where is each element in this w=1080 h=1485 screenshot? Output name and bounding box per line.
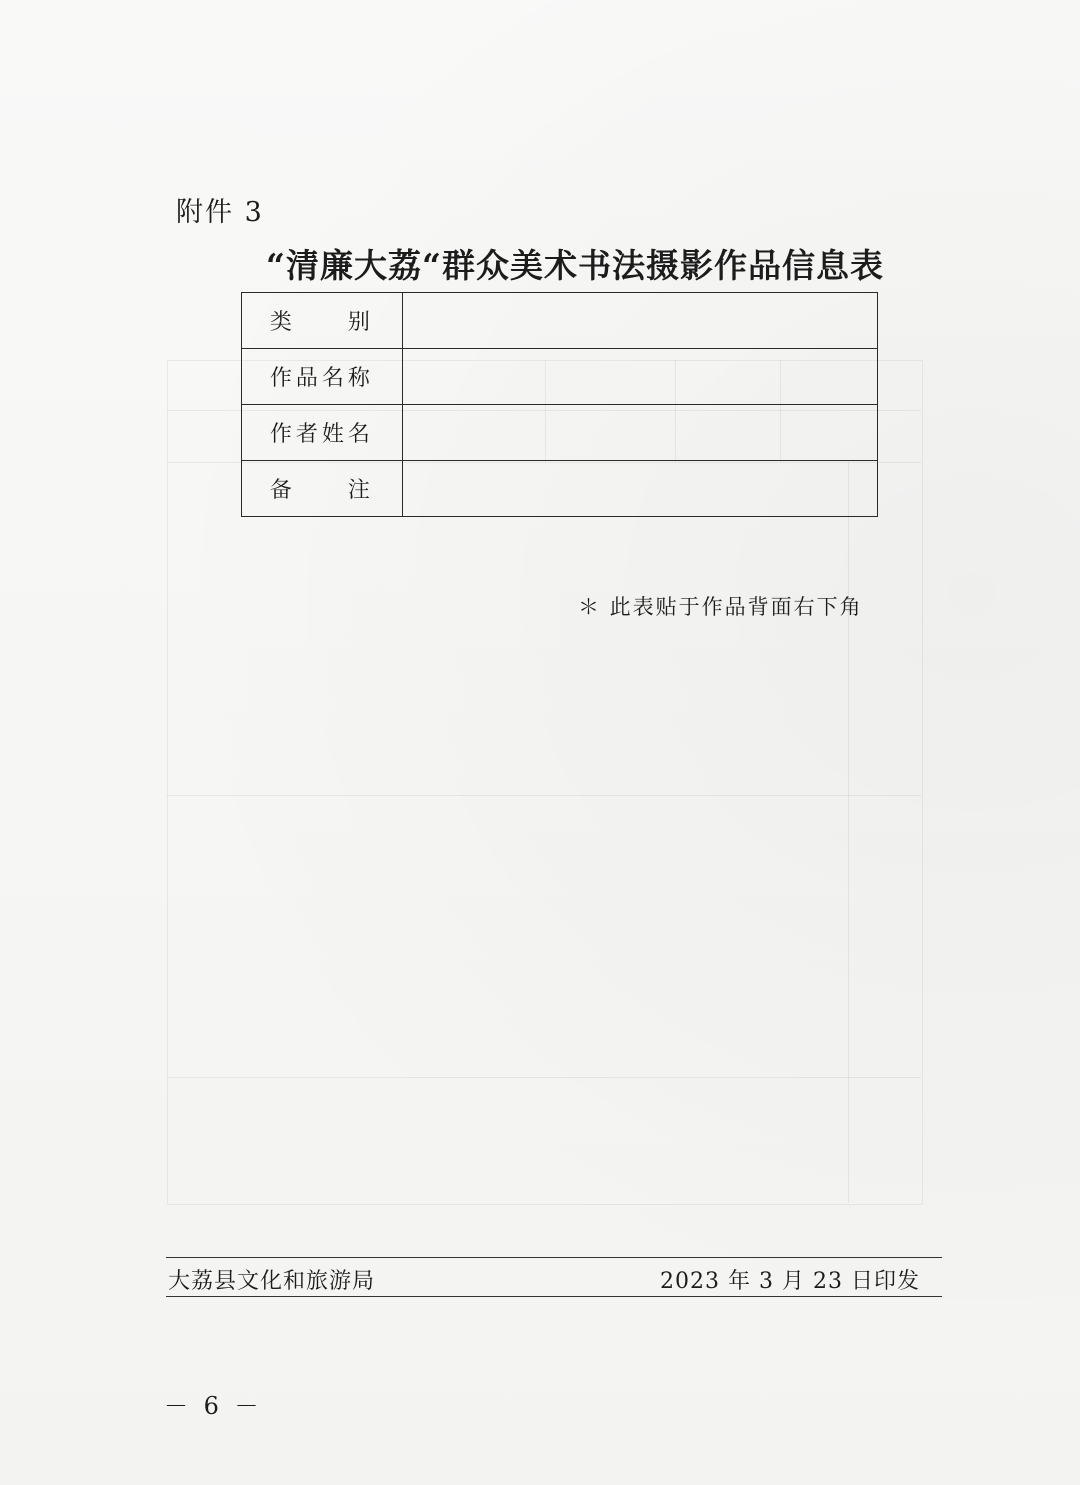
table-row — [242, 293, 878, 349]
row-value-author-name — [402, 405, 877, 461]
row-label-author-name: 作者姓名 — [242, 405, 403, 461]
page-title: “清廉大荔“群众美术书法摄影作品信息表 — [266, 246, 884, 285]
footer-issue-date: 2023 年 3 月 23 日印发 — [660, 1269, 920, 1294]
attachment-label: 附件 3 — [176, 197, 264, 228]
bleed-through-line — [167, 1077, 921, 1078]
row-label-work-title: 作品名称 — [242, 349, 403, 405]
footer-top-rule — [166, 1257, 942, 1258]
footer-issuer: 大荔县文化和旅游局 — [168, 1269, 376, 1294]
row-label-category: 类 别 — [242, 293, 403, 349]
table-row — [242, 405, 878, 461]
footer-bottom-rule — [166, 1296, 942, 1297]
table-row — [242, 349, 878, 405]
bleed-through-line — [167, 795, 921, 796]
row-value-work-title — [402, 349, 877, 405]
bleed-through-line — [848, 462, 849, 1203]
row-label-remarks: 备 注 — [242, 461, 403, 517]
row-value-remarks — [402, 461, 877, 517]
placement-note: ＊ 此表贴于作品背面右下角 — [578, 595, 863, 619]
table-row — [242, 461, 878, 517]
page-number: － 6 － — [164, 1392, 263, 1420]
info-form-table — [241, 292, 878, 517]
row-value-category — [402, 293, 877, 349]
